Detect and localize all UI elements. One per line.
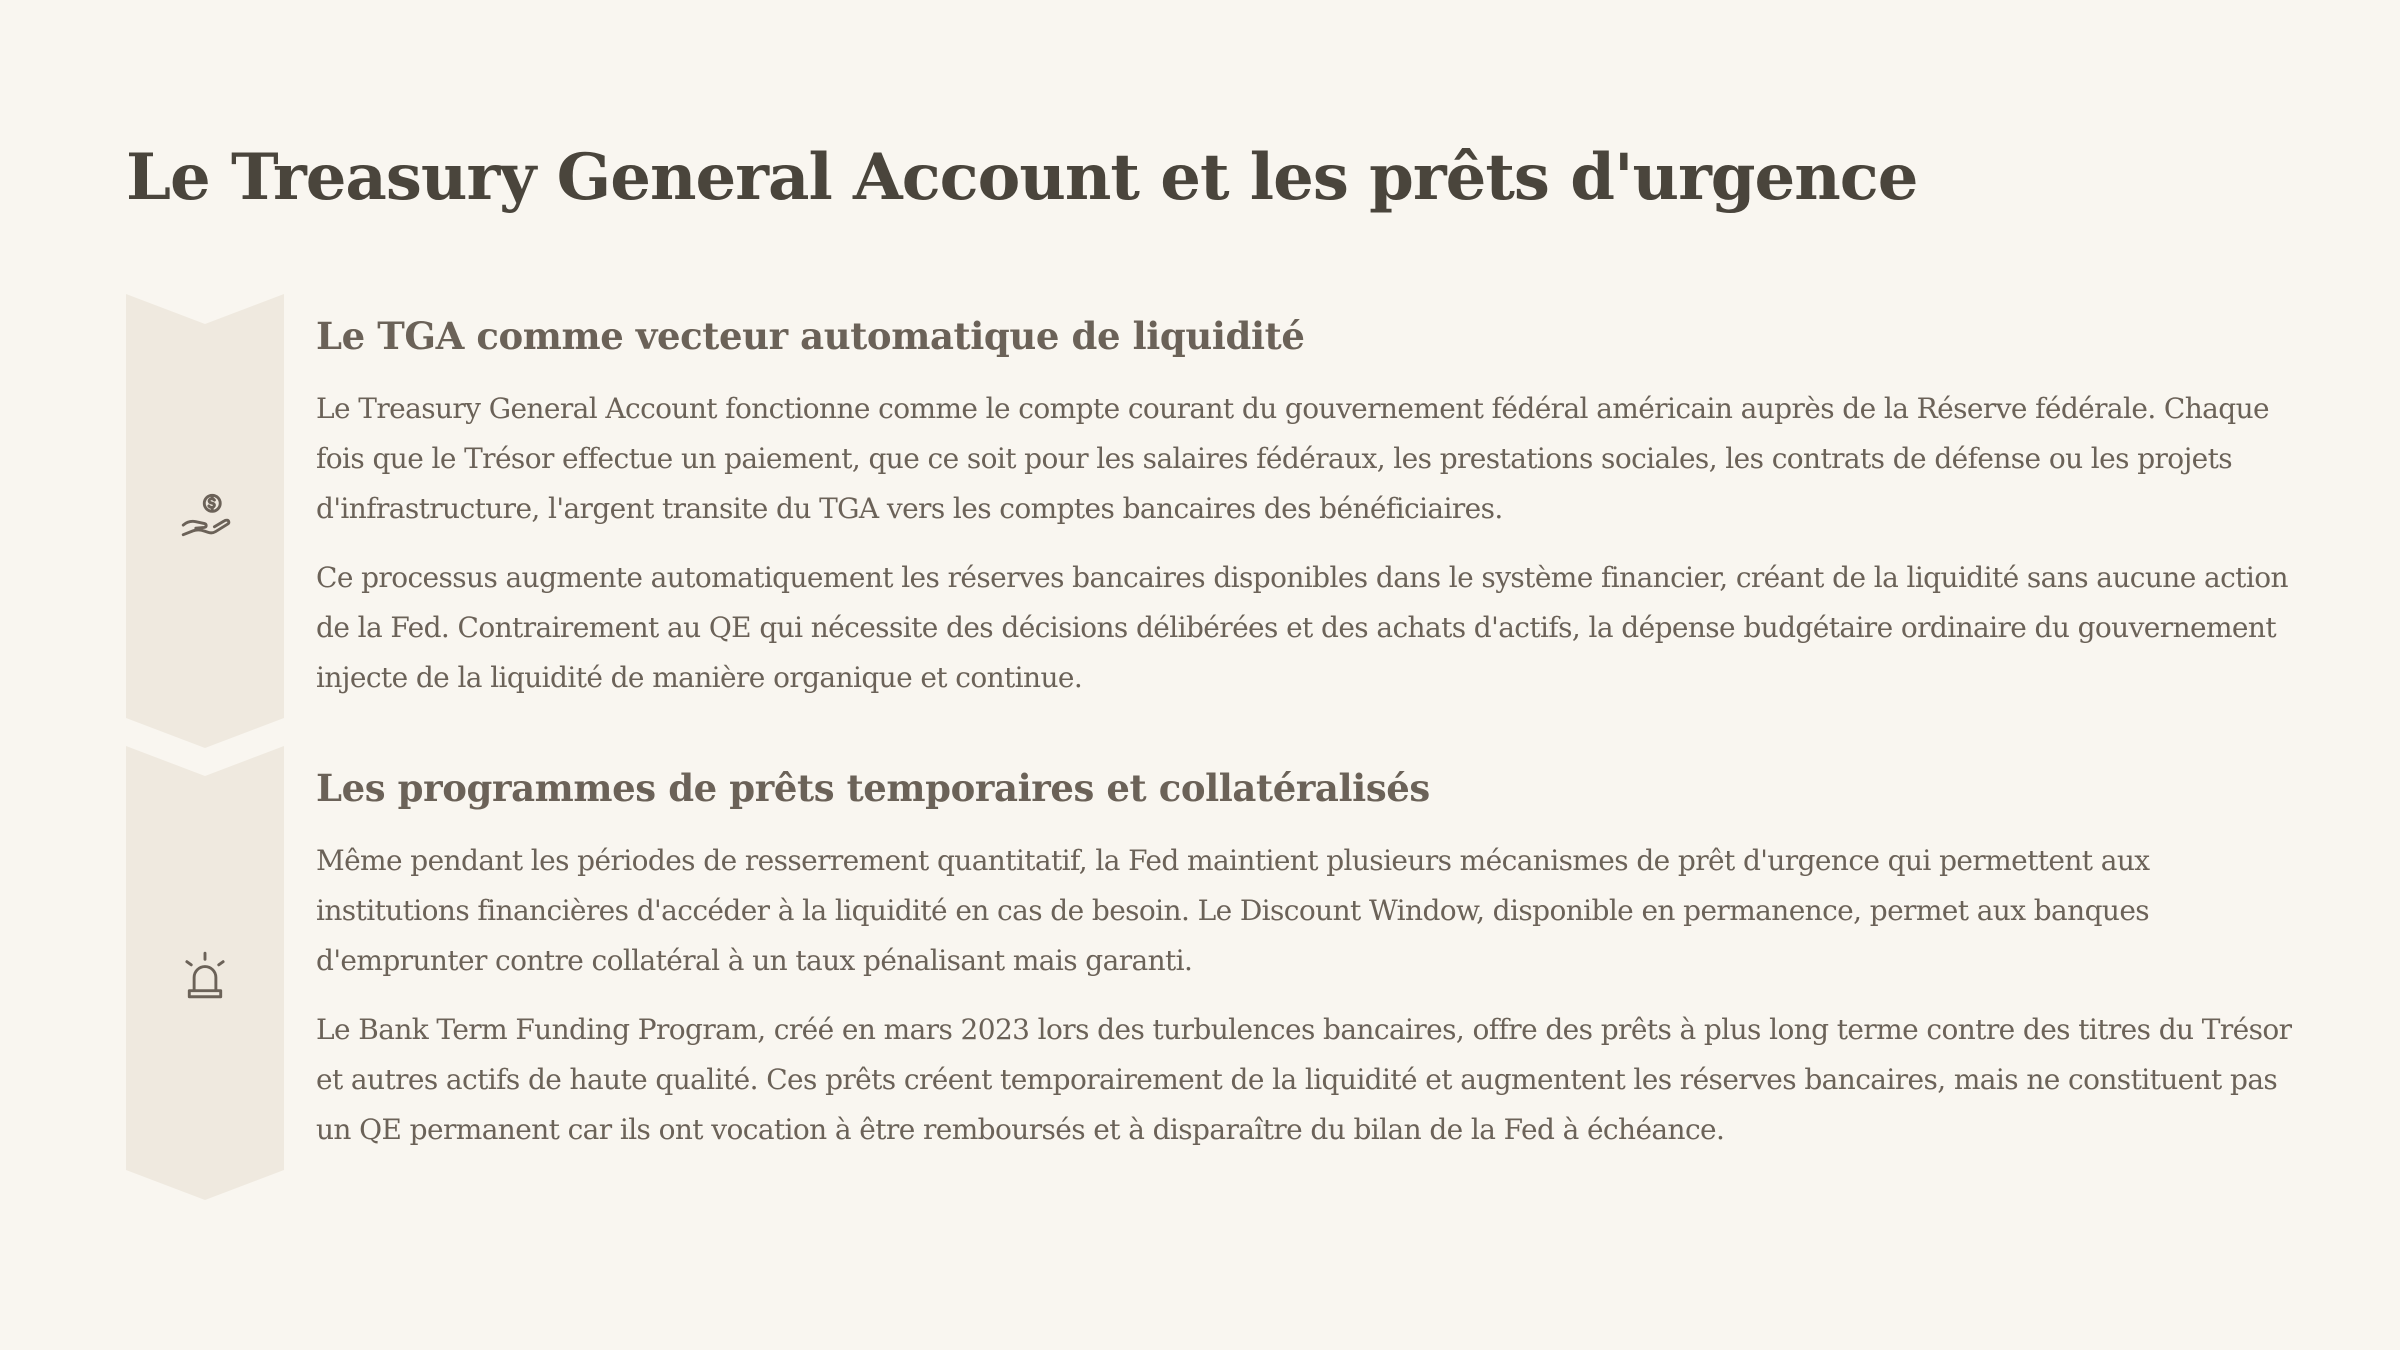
section-paragraph: Le Treasury General Account fonctionne comme le compte courant du gouvernement fédéral américain auprès de la Réserve fédérale. Chaque fois que le Trésor effectue un paiement, que ce soit pour les salaires fédéraux, les prestations sociales, les contrats de défense ou les projets d'infrastructure, l'argent transite du TGA vers les comptes bancaires des bénéficiaires. [316,392,2270,525]
section-emergency-loans [126,746,2306,1200]
section-tga [126,294,2306,748]
section-paragraph: Le Bank Term Funding Program, créé en mars 2023 lors des turbulences bancaires, offre des prêts à plus long terme contre des titres du Trésor et autres actifs de haute qualité. Ces prêts créent temporairement de la liquidité et augmentent les réserves bancaires, mais ne constituent pas un QE permanent car ils ont vocation à être remboursés et à disparaître du bilan de la Fed à échéance. [316,1013,2292,1146]
section-paragraph: Même pendant les périodes de resserrement quantitatif, la Fed maintient plusieurs mécanismes de prêt d'urgence qui permettent aux institutions financières d'accéder à la liquidité en cas de besoin. Le Discount Window, disponible en permanence, permet aux banques d'emprunter contre collatéral à un taux pénalisant mais garanti. [316,844,2150,977]
hand-dollar-icon [176,490,234,548]
section-heading: Les programmes de prêts temporaires et collatéralisés [316,766,1430,810]
chevron-marker [126,294,284,748]
siren-icon [176,946,234,1004]
section-heading: Le TGA comme vecteur automatique de liquidité [316,314,1305,358]
chevron-marker [126,746,284,1200]
page-title: Le Treasury General Account et les prêts d'urgence [126,140,1918,215]
section-paragraph: Ce processus augmente automatiquement les réserves bancaires disponibles dans le système financier, créant de la liquidité sans aucune action de la Fed. Contrairement au QE qui nécessite des décisions délibérées et des achats d'actifs, la dépense budgétaire ordinaire du gouvernement injecte de la liquidité de manière organique et continue. [316,561,2288,694]
